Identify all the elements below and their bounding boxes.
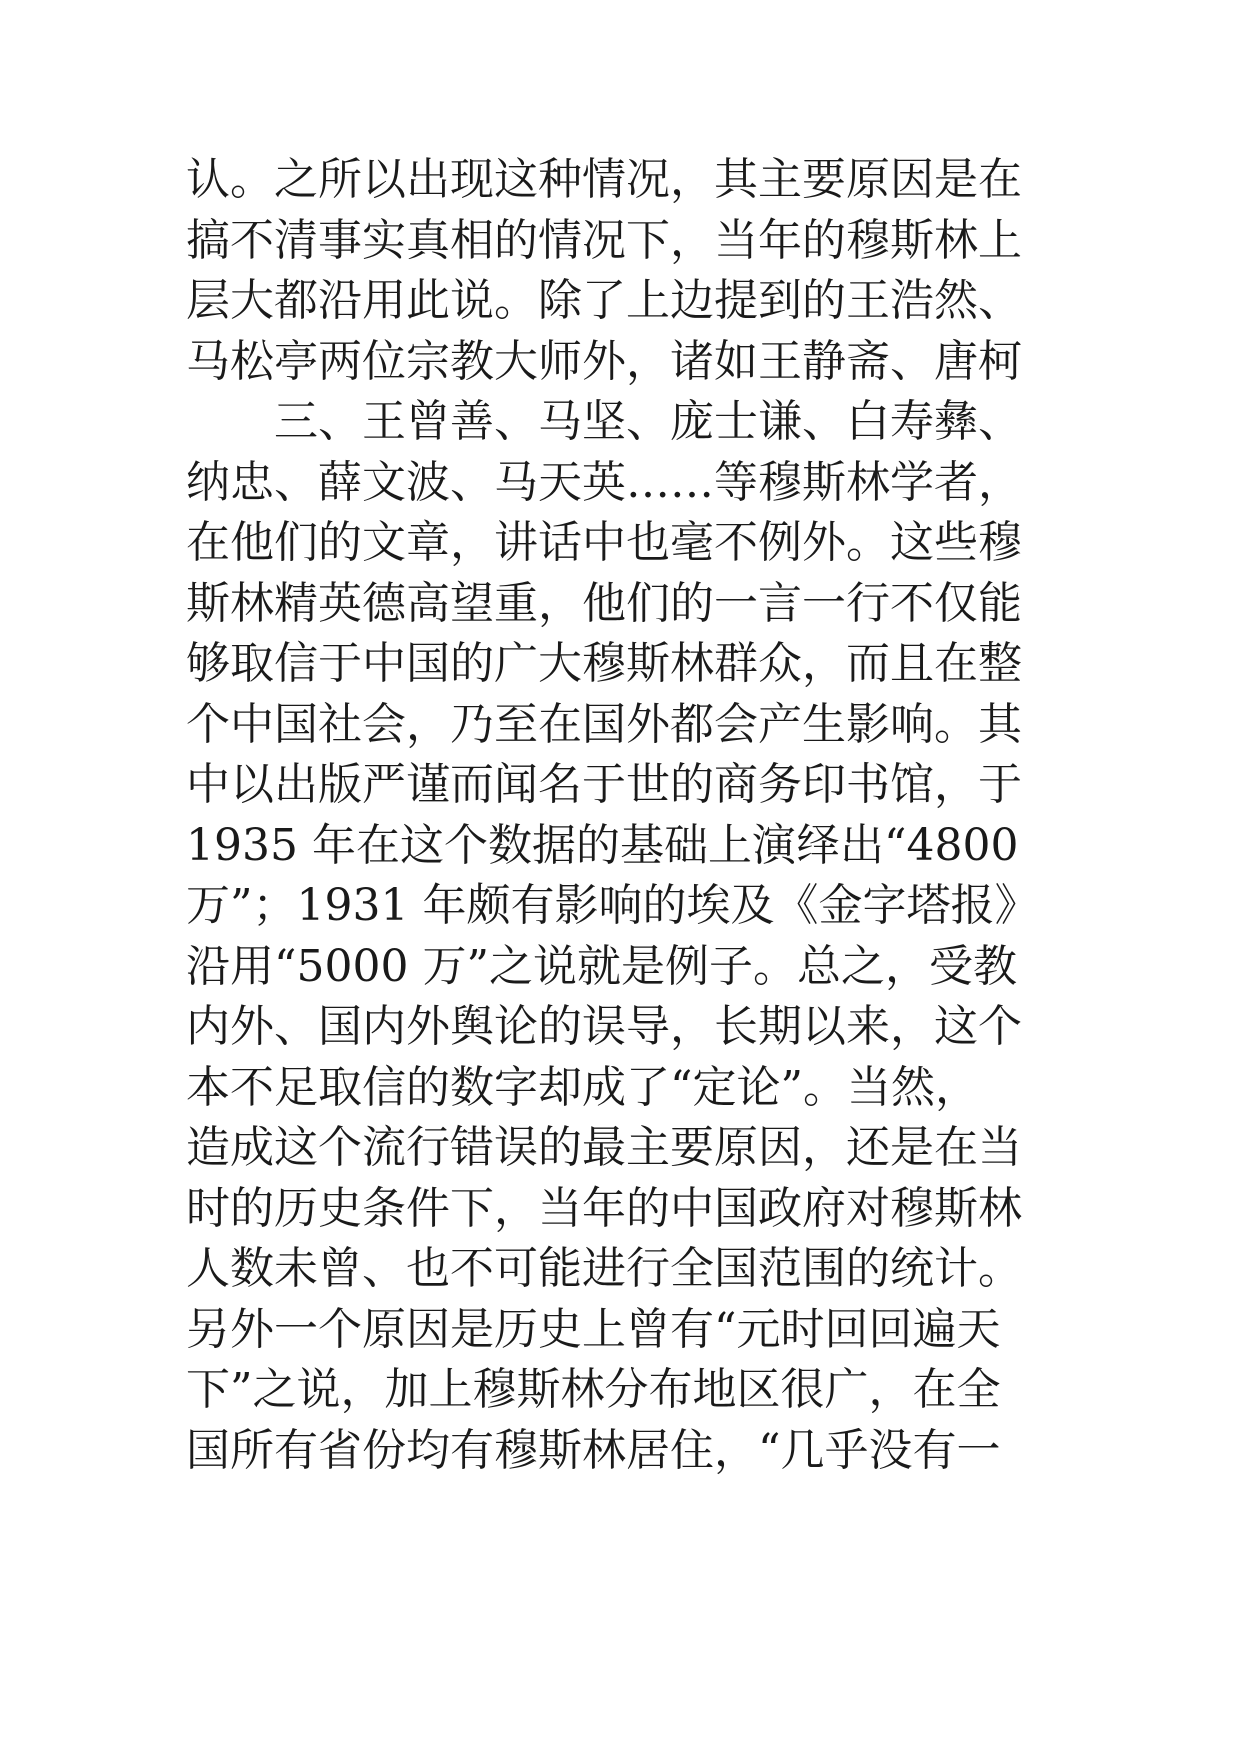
text-line: 本不足取信的数字却成了“定论”。当然， [186,1061,979,1113]
text-line: 造成这个流行错误的最主要原因，还是在当 [186,1122,1022,1173]
body-text [186,150,1086,1481]
text-line: 够取信于中国的广大穆斯林群众，而且在整 [186,638,1022,689]
text-line: 三、王曾善、马坚、庞士谦、白寿彝、 [274,396,1022,447]
text-line: 中以出版严谨而闻名于世的商务印书馆，于 [186,759,1022,810]
text-line: 层大都沿用此说。除了上边提到的王浩然、 [186,275,1022,326]
text-line: 纳忠、薛文波、马天英……等穆斯林学者， [186,456,1022,508]
text-line: 万”；1931 年颇有影响的埃及《金字塔报》 [186,880,1039,931]
text-line: 搞不清事实真相的情况下，当年的穆斯林上 [186,214,1022,266]
text-line: 沿用“5000 万”之说就是例子。总之，受教 [186,940,1017,992]
text-line: 下”之说，加上穆斯林分布地区很广，在全 [186,1364,1001,1415]
text-line: 马松亭两位宗教大师外，诸如王静斋、唐柯 [186,335,1022,387]
text-line: 人数未曾、也不可能进行全国范围的统计。 [186,1243,1022,1294]
text-line: 另外一个原因是历史上曾有“元时回回遍天 [186,1303,1001,1355]
text-line: 斯林精英德高望重，他们的一言一行不仅能 [186,577,1022,629]
text-line: 1935 年在这个数据的基础上演绎出“4800 [186,819,1019,871]
text-line: 个中国社会，乃至在国外都会产生影响。其 [186,698,1022,750]
text-line: 国所有省份均有穆斯林居住，“几乎没有一 [186,1424,1001,1476]
text-line: 在他们的文章，讲话中也毫不例外。这些穆 [186,517,1022,568]
text-line: 内外、国内外舆论的误导，长期以来，这个 [186,1001,1022,1052]
text-line: 时的历史条件下，当年的中国政府对穆斯林 [186,1182,1022,1234]
text-line: 认。之所以出现这种情况，其主要原因是在 [186,154,1022,205]
